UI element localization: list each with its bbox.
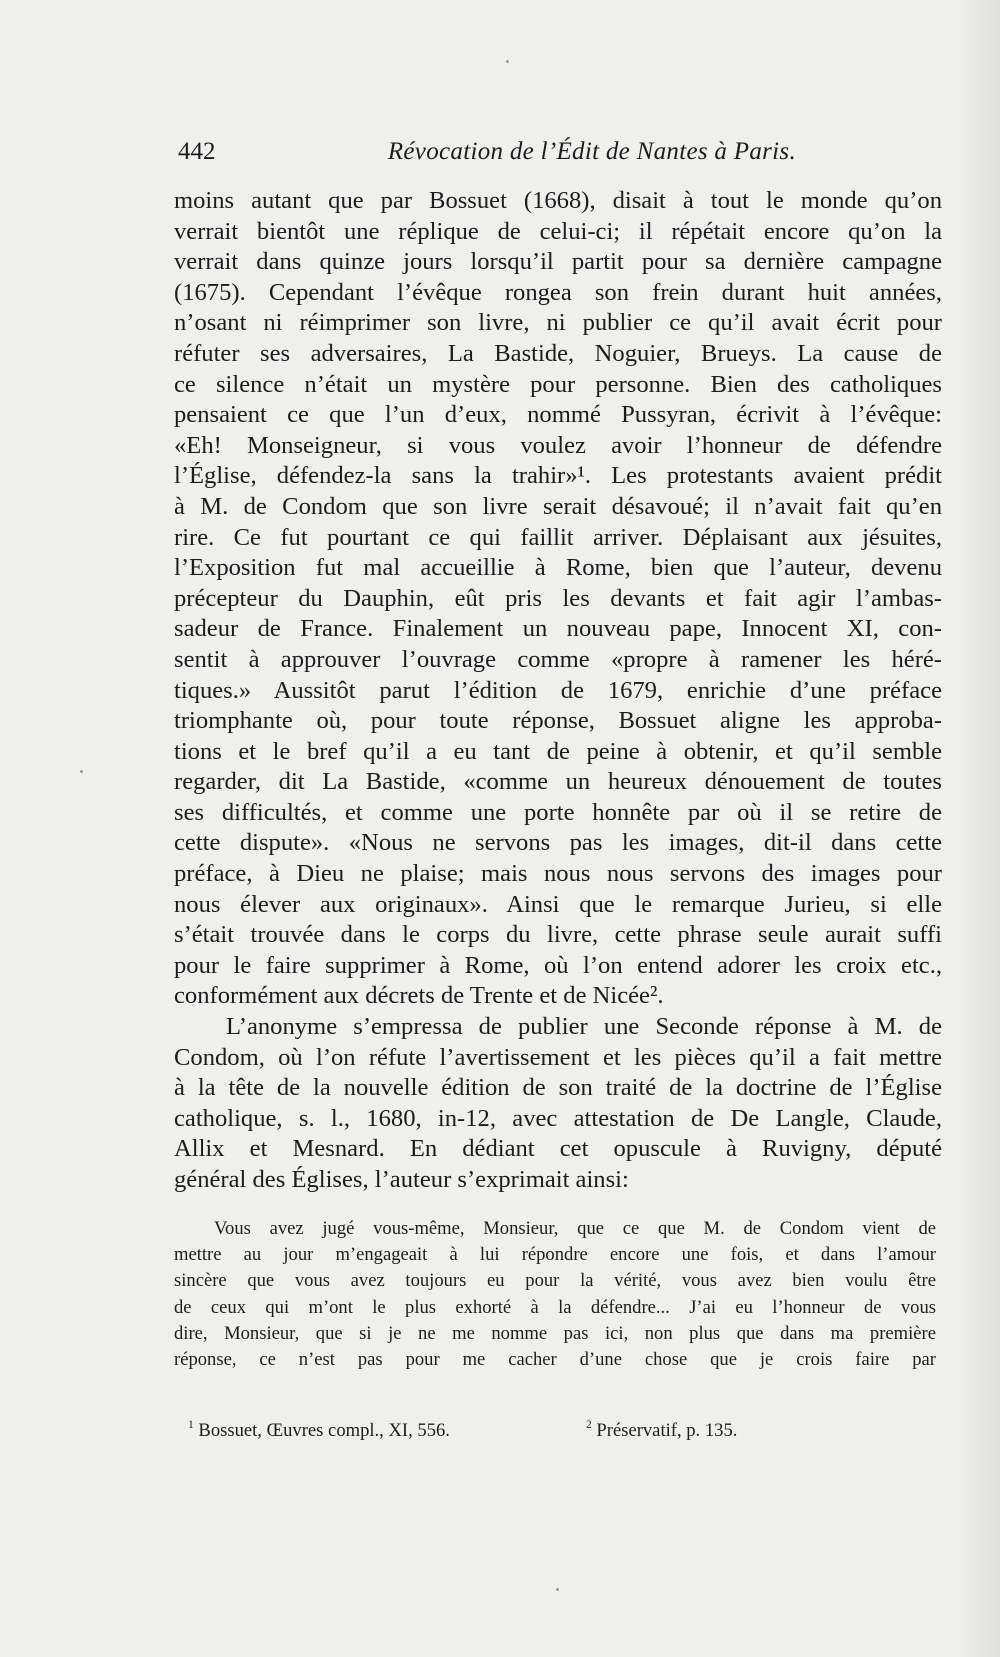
text-line: L’anonyme s’empressa de publier une Seconde réponse à M. de: [226, 1013, 942, 1041]
page-edge-shadow: [958, 0, 1000, 1657]
text-line: n’osant ni réimprimer son livre, ni publier ce qu’il avait écrit pour: [174, 309, 942, 337]
text-line: sentit à approuver l’ouvrage comme «propre à ramener les héré-: [174, 645, 942, 673]
running-head: [178, 138, 796, 174]
footnote-2: [586, 1420, 737, 1442]
text-line: triomphante où, pour toute réponse, Bossuet aligne les approba-: [174, 707, 942, 735]
paper-speck: [506, 60, 509, 63]
text-line: réfuter ses adversaires, La Bastide, Noguier, Brueys. La cause de: [174, 339, 942, 367]
text-line: tiques.» Aussitôt parut l’édition de 1679, enrichie d’une préface: [174, 676, 942, 704]
quote-line: de ceux qui m’ont le plus exhorté à la défendre... J’ai eu l’honneur de vous: [174, 1296, 936, 1318]
text-line: verrait dans quinze jours lorsqu’il partit pour sa dernière campagne: [174, 248, 942, 276]
text-line: (1675). Cependant l’évêque rongea son frein durant huit années,: [174, 278, 942, 306]
footnote-1-text: Bossuet, Œuvres compl., XI, 556.: [198, 1420, 450, 1441]
text-line: cette dispute». «Nous ne servons pas les images, dit-il dans cette: [174, 829, 942, 857]
text-line: nous élever aux originaux». Ainsi que le remarque Jurieu, si elle: [174, 890, 942, 918]
text-line: conformément aux décrets de Trente et de Nicée².: [174, 982, 664, 1010]
footnote-2-mark: 2: [586, 1418, 592, 1431]
page-number: 442: [178, 138, 216, 165]
footnote-1-mark: 1: [188, 1418, 194, 1431]
quote-line: dire, Monsieur, que si je ne me nomme pas ici, non plus que dans ma première: [174, 1322, 936, 1344]
text-line: rire. Ce fut pourtant ce qui faillit arriver. Déplaisant aux jésuites,: [174, 523, 942, 551]
block-quote: [174, 1216, 936, 1373]
text-line: pour le faire supprimer à Rome, où l’on entend adorer les croix etc.,: [174, 951, 942, 979]
text-line: «Eh! Monseigneur, si vous voulez avoir l’honneur de défendre: [174, 431, 942, 459]
quote-line: Vous avez jugé vous-même, Monsieur, que ce que M. de Condom vient de: [214, 1218, 936, 1239]
text-line: Condom, où l’on réfute l’avertissement et les pièces qu’il a fait mettre: [174, 1043, 942, 1071]
running-title: Révocation de l’Édit de Nantes à Paris.: [387, 138, 796, 165]
footnote-2-text: Préservatif, p. 135.: [596, 1420, 738, 1441]
quote-line: mettre au jour m’engageait à lui répondre encore une fois, et dans l’amour: [174, 1244, 936, 1266]
text-line: ses difficultés, et comme une porte honnête par où il se retire de: [174, 798, 942, 826]
text-line: à la tête de la nouvelle édition de son traité de la doctrine de l’Église: [174, 1074, 942, 1102]
text-line: sadeur de France. Finalement un nouveau pape, Innocent XI, con-: [174, 615, 942, 643]
text-line: à M. de Condom que son livre serait désavoué; il n’avait fait qu’en: [174, 492, 942, 520]
text-line: ce silence n’était un mystère pour personne. Bien des catholiques: [174, 370, 942, 398]
paper-speck: [80, 770, 83, 773]
text-line: préface, à Dieu ne plaise; mais nous nous servons des images pour: [174, 860, 942, 888]
text-line: regarder, dit La Bastide, «comme un heureux dénouement de toutes: [174, 768, 942, 796]
quote-line: réponse, ce n’est pas pour me cacher d’une chose que je crois faire par: [174, 1348, 936, 1370]
text-line: précepteur du Dauphin, eût pris les devants et fait agir l’ambas-: [174, 584, 942, 612]
text-line: moins autant que par Bossuet (1668), disait à tout le monde qu’on: [174, 187, 942, 214]
text-line: pensaient ce que l’un d’eux, nommé Pussyran, écrivit à l’évêque:: [174, 401, 942, 429]
quote-line: sincère que vous avez toujours eu pour la vérité, vous avez bien voulu être: [174, 1270, 936, 1292]
text-line: l’Exposition fut mal accueillie à Rome, bien que l’auteur, devenu: [174, 554, 942, 582]
text-line: général des Églises, l’auteur s’exprimait ainsi:: [174, 1166, 629, 1193]
text-line: l’Église, défendez-la sans la trahir»¹. Les protestants avaient prédit: [174, 462, 942, 490]
paper-speck: [556, 1588, 559, 1591]
body-text: [174, 186, 942, 1196]
footnote-1: [188, 1420, 450, 1442]
text-line: verrait bientôt une réplique de celui-ci; il répétait encore qu’on la: [174, 217, 942, 245]
text-line: catholique, s. l., 1680, in-12, avec attestation de De Langle, Claude,: [174, 1104, 942, 1132]
text-line: tions et le bref qu’il a eu tant de peine à obtenir, et qu’il semble: [174, 737, 942, 765]
footnotes: [188, 1420, 808, 1448]
text-line: s’était trouvée dans le corps du livre, cette phrase seule aurait suffi: [174, 921, 942, 949]
text-line: Allix et Mesnard. En dédiant cet opuscule à Ruvigny, député: [174, 1135, 942, 1163]
